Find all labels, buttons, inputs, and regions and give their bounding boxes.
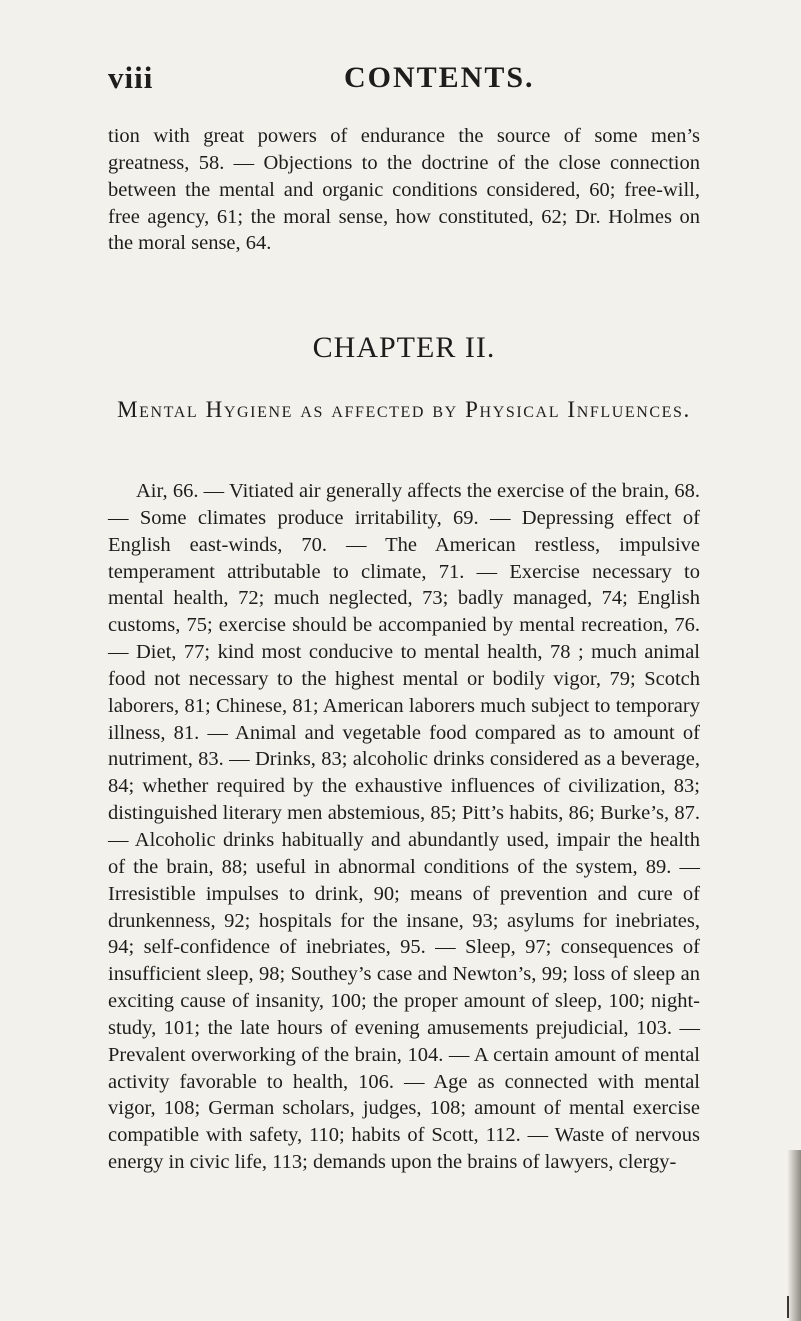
- chapter-summary: Air, 66. — Vitiated air generally affects the exercise of the brain, 68. — Some climates produce irritability, 69. — Depressing effect of English east-winds, 70. — The American restless, impulsive temperament attributable to climate, 71. — Exercise necessary to mental health, 72; much neglected, 73; badly managed, 74; English customs, 75; exercise should be accompanied by mental recreation, 76. — Diet, 77; kind most conducive to mental health, 78 ; much animal food not necessary to the highest mental or bodily vigor, 79; Scotch laborers, 81; Chinese, 81; American laborers much subject to temporary illness, 81. — Animal and vegetable food compared as to amount of nutriment, 83. — Drinks, 83; alcoholic drinks considered as a beverage, 84; whether required by the exhaustive influences of civilization, 83; distinguished literary men abstemious, 85; Pitt’s habits, 86; Burke’s, 87. — Alcoholic drinks habitually and abundantly used, impair the health of the brain, 88; useful in abnormal conditions of the system, 89. — Irresistible impulses to drink, 90; means of prevention and cure of drunkenness, 92; hospitals for the insane, 93; asylums for inebriates, 94; self-confidence of inebriates, 95. — Sleep, 97; consequences of insufficient sleep, 98; Southey’s case and Newton’s, 99; loss of sleep an exciting cause of insanity, 100; the proper amount of sleep, 100; night-study, 101; the late hours of evening amusements prejudicial, 103. — Prevalent overworking of the brain, 104. — A certain amount of mental activity favorable to health, 106. — Age as connected with mental vigor, 108; German scholars, judges, 108; amount of mental exercise compatible with safety, 110; habits of Scott, 112. — Waste of nervous energy in civic life, 113; demands upon the brains of lawyers, clergy-: [108, 480, 700, 1174]
- page-edge-shadow: [787, 1150, 801, 1321]
- running-title: CONTENTS.: [344, 61, 535, 94]
- running-head: [108, 58, 708, 98]
- page-number: viii: [108, 60, 154, 95]
- page-edge-mark: [787, 1296, 789, 1318]
- chapter-subtitle: Mental Hygiene as affected by Physical Influences.: [117, 397, 691, 422]
- continued-paragraph: tion with great powers of endurance the source of some men’s greatness, 58. — Objections to the doctrine of the close connection between the mental and organic conditions considered, 60; free-will, free agency, 61; the moral sense, how constituted, 62; Dr. Holmes on the moral sense, 64.: [108, 125, 700, 255]
- chapter-heading: CHAPTER II.: [312, 331, 496, 364]
